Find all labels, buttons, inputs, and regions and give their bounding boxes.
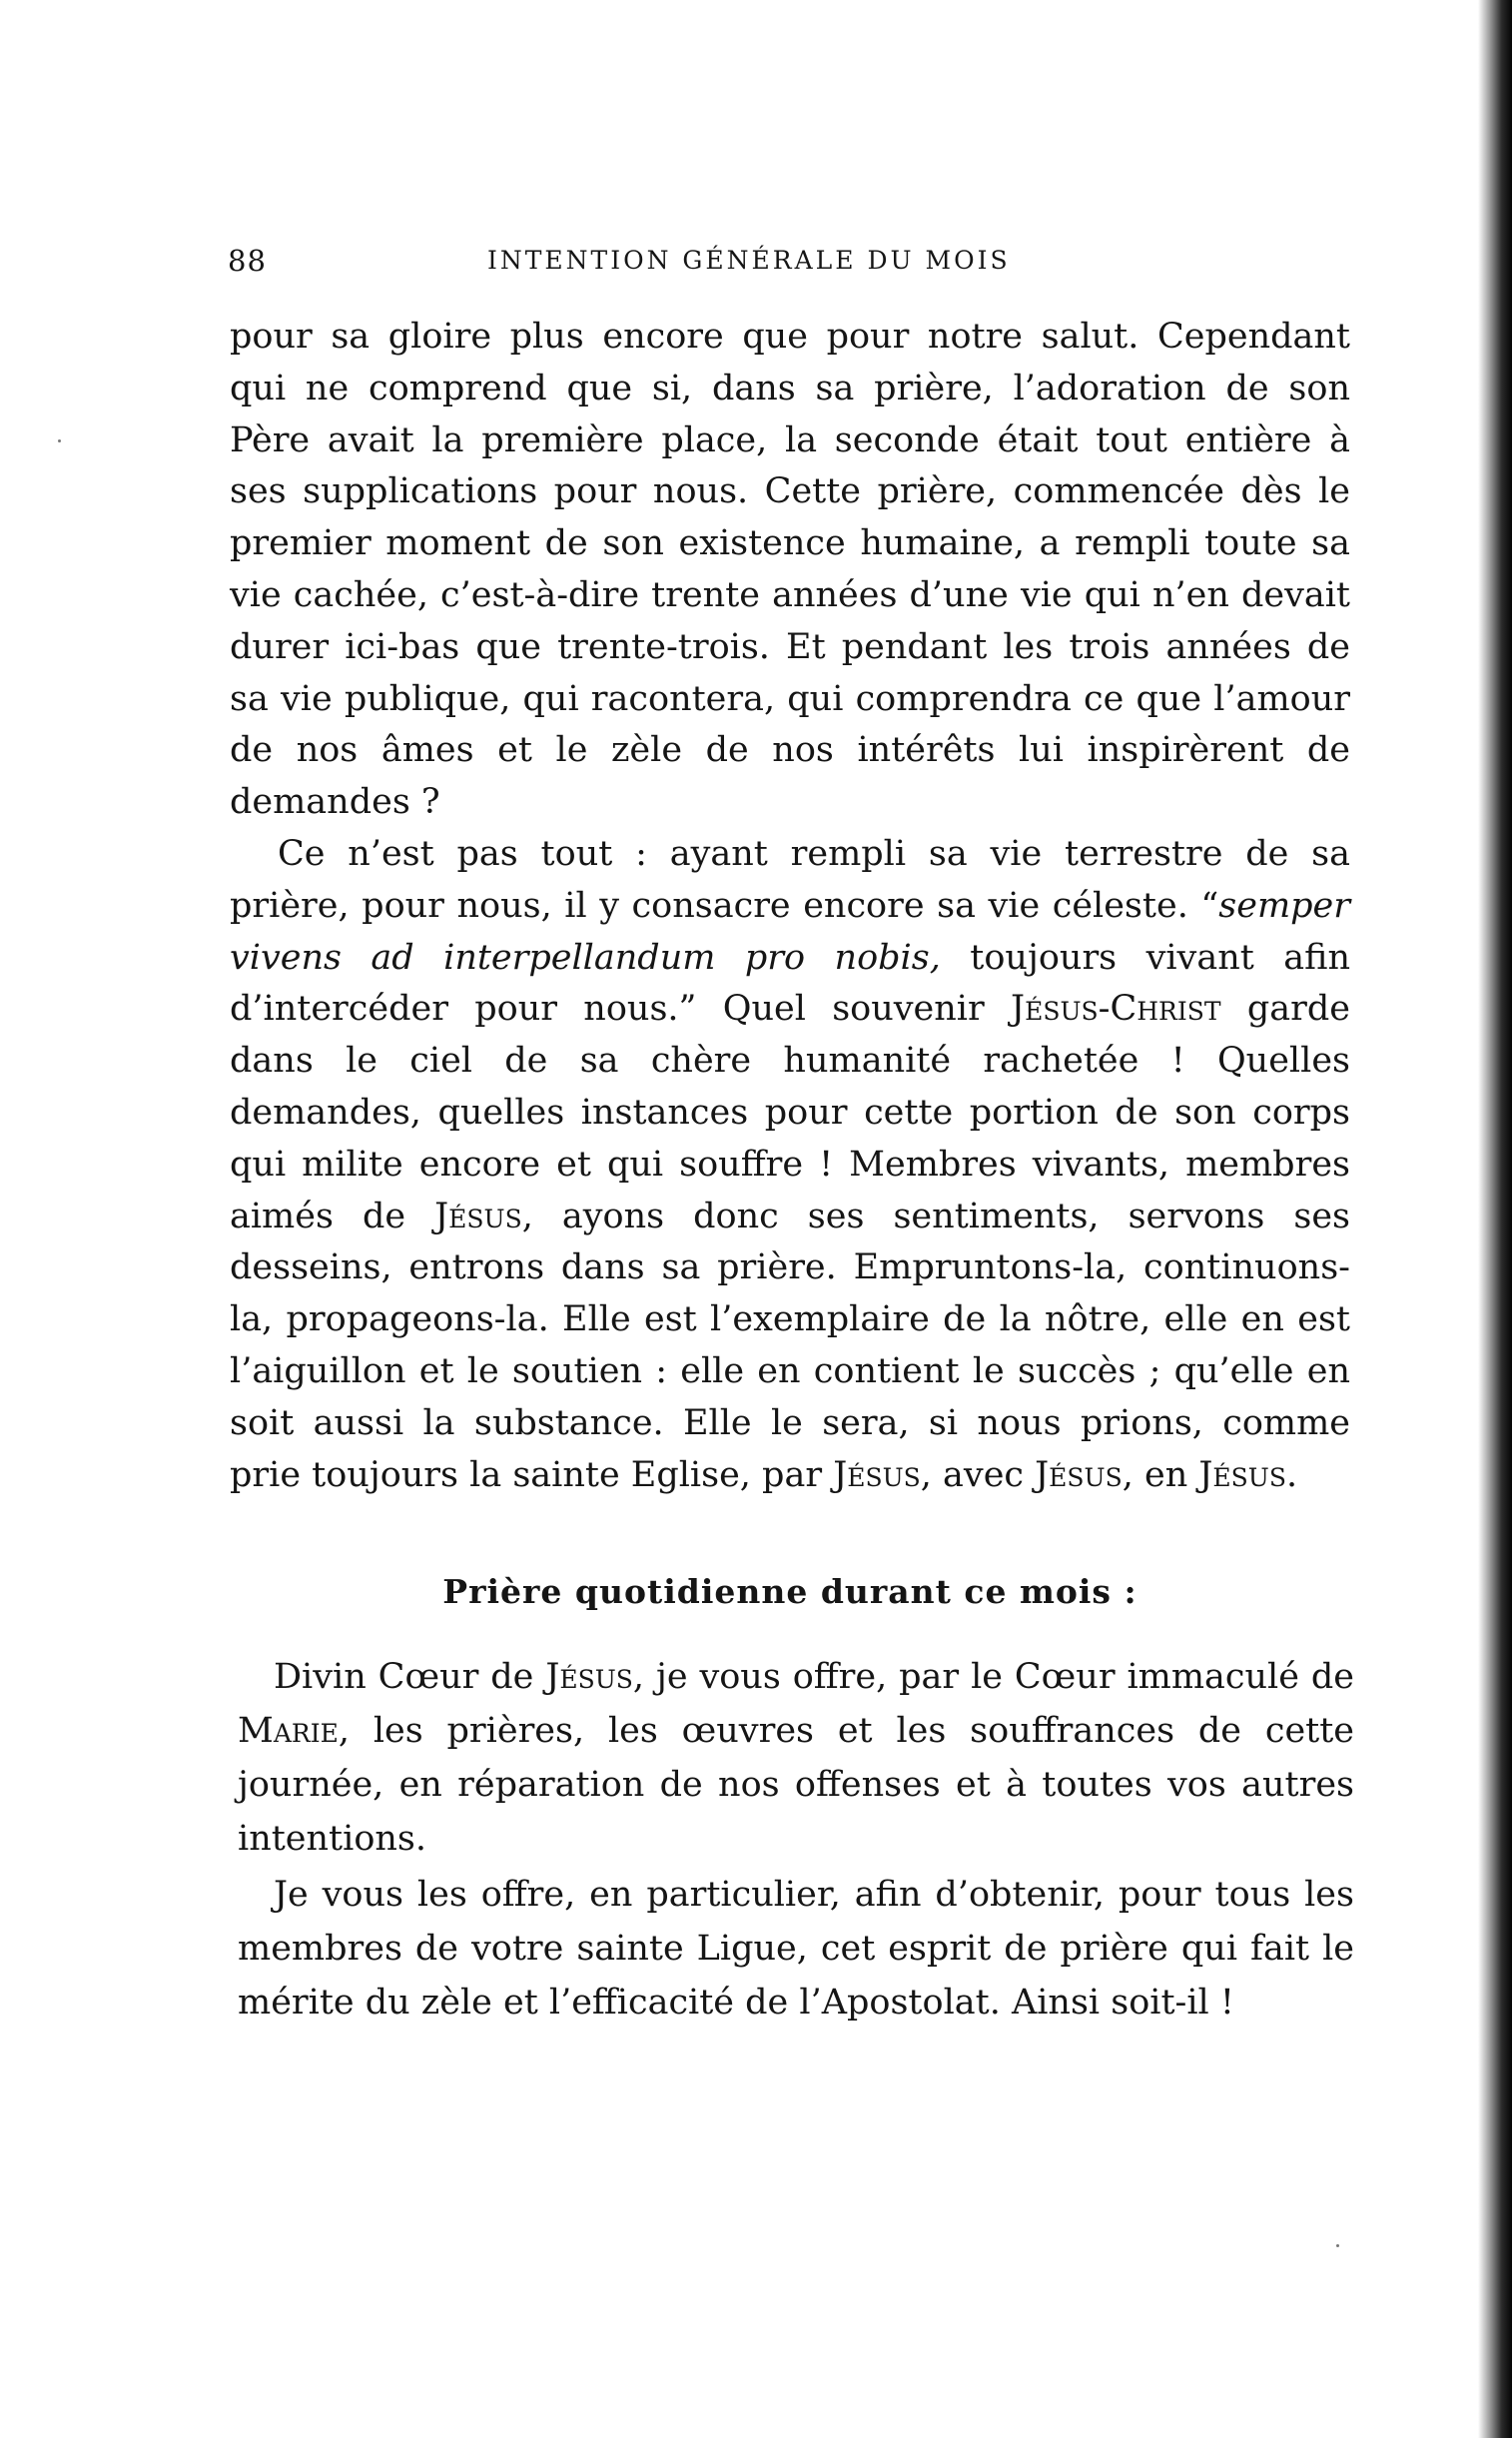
prayer-part-a: Divin Cœur de [274, 1657, 546, 1697]
prayer-part-b: , je vous offre, par le Cœur immaculé de [632, 1657, 1354, 1697]
name-jesus: Jésus [434, 1196, 522, 1236]
paragraph-1: pour sa gloire plus encore que pour notre salut. Cependant qui ne comprend que si, dans sa prière, l’adoration de son Père avait la première place, la seconde était tout entière à ses supplications pour nous. Cette prière, commencée dès le premier moment de son existence humaine, a rempli toute sa vie cachée, c’est-à-dire trente années d’une vie qui n’en devait durer ici-bas que trente-trois. Et pendant les trois années de sa vie publique, qui racontera, qui comprendra ce que l’amour de nos âmes et le zèle de nos intérêts lui inspirèrent de demandes ? [230, 317, 1350, 823]
latin-quote: semper vivens ad interpellandum pro nobis, [230, 885, 1350, 978]
paragraph-2 [230, 829, 1350, 1501]
binding-shadow [1478, 0, 1512, 2438]
paragraph-2-part-c: garde dans le ciel de sa chère humanité rachetée ! Quelles demandes, quelles instances pour cette portion de son corps qui milite encore et qui souffre ! Membres vivants, membres aimés de [230, 989, 1350, 1236]
body-text [230, 312, 1350, 1501]
paragraph-2-part-b: toujours vivant afin d’intercéder pour nous.” Quel souvenir [230, 937, 1350, 1030]
name-jesus: Jésus [1198, 1454, 1286, 1495]
prayer-text [238, 1650, 1354, 2030]
name-marie: Marie [238, 1711, 339, 1751]
prayer-paragraph-2: Je vous les offre, en particulier, afin d’obtenir, pour tous les membres de votre sainte Ligue, cet esprit de prière qui fait le mérite du zèle et l’efficacité de l’Apostolat. Ainsi soit-il ! [238, 1875, 1354, 2023]
paragraph-2-part-d: , ayons donc ses sentiments, servons ses desseins, entrons dans sa prière. Empruntons-la, continuons-la, propageons-la. Elle est l’exemplaire de la nôtre, elle en est l’aiguillon et le soutien : elle en contient le succès ; qu’elle en soit aussi la substance. Elle le sera, si nous prions, comme prie toujours la sainte Eglise, par [230, 1196, 1351, 1495]
paper-speck [1336, 2244, 1339, 2247]
paragraph-2-part-a: Ce n’est pas tout : ayant rempli sa vie terrestre de sa prière, pour nous, il y consacre encore sa vie céleste. “ [230, 833, 1350, 926]
page-number: 88 [228, 244, 267, 278]
name-jesus: Jésus [545, 1657, 633, 1697]
name-jesus-christ: Jésus-Christ [1011, 989, 1221, 1030]
prayer-paragraph-1 [238, 1650, 1354, 1866]
running-head [228, 244, 1156, 284]
prayer-heading: Prière quotidienne durant ce mois : [442, 1572, 1137, 1611]
prayer-part-c: , les prières, les œuvres et les souffrances de cette journée, en réparation de nos offenses et à toutes vos autres intentions. [238, 1711, 1354, 1859]
paragraph-2-part-e: , avec [920, 1454, 1036, 1495]
paragraph-2-part-f: , en [1122, 1454, 1199, 1495]
paper-speck [58, 439, 61, 442]
running-title: INTENTION GÉNÉRALE DU MOIS [487, 246, 1011, 275]
paragraph-2-part-g: . [1286, 1454, 1298, 1495]
name-jesus: Jésus [833, 1454, 921, 1495]
name-jesus: Jésus [1035, 1454, 1123, 1495]
